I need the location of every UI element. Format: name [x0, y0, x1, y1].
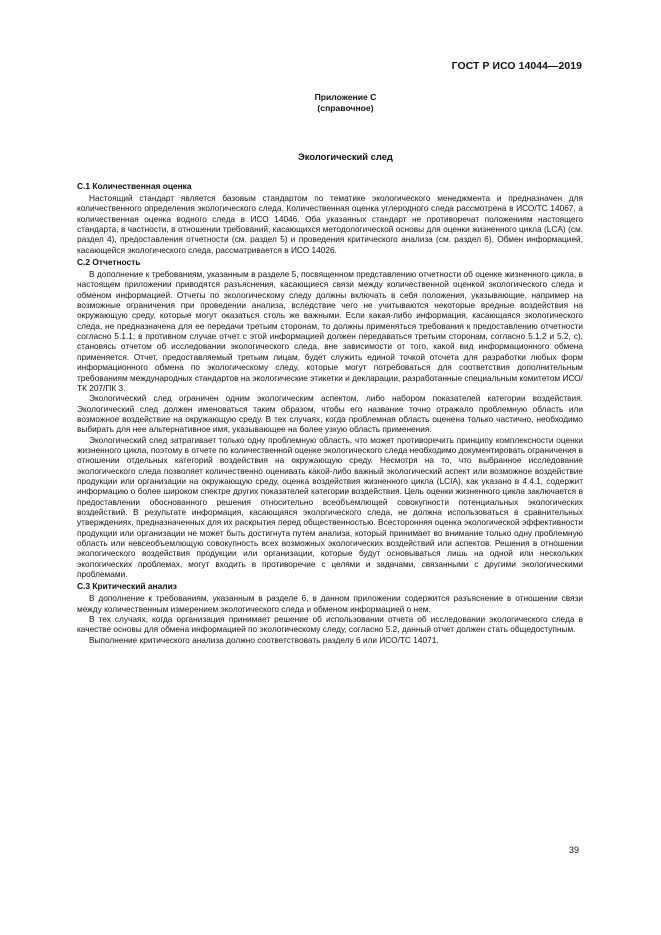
section-c3	[77, 581, 583, 645]
paragraph: Выполнение критического анализа должно соответствовать разделу 6 или ИСО/ТС 14071.	[89, 634, 439, 645]
annex-title: Экологический след	[298, 151, 393, 162]
paragraph: В дополнение к требованиям, указанным в разделе 5, посвященном представлению отчетности об оценке жизненного цикла, в настоящем приложении приводятся разъяснения, касающиеся связи между количественной оценкой экологического следа и обменом информацией. Отчеты по экологическому следу должны включать в себя положения, указывающие, например на возможные ограничения при проведении анализа, вследствие чего не учитываются некоторые вредные воздействия на окружающую среду, которые могут оказаться столь же важными. Если какая-либо информация, касающаяся экологического следа, не предназначена для ее передачи третьим сторонам, то должны применяться требования к предоставлению отчетности согласно 5.1.1; в противном случае отчет с этой информацией должен передаваться третьим сторонам, согласно 5.1.2 и 5.2, с), становясь отчетом об исследовании экологического следа, вне зависимости от того, какой вид информационного обмена применяется. Отчет, предоставляемый третьим лицам, будет служить единой точкой отсчета для разработки любых форм информационного обмена по экологическому следу, которые могут потребоваться для соответствия дополнительным требованиям международных стандартов на экологические этикетки и декларации, разработанные специальным комитетом ИСО/ТК 207/ПК 3.	[77, 269, 583, 393]
section-c1	[77, 181, 583, 255]
annex-status: (справочное)	[317, 103, 374, 113]
paragraph: Экологический след затрагивает только одну проблемную область, что может противоречить принципу комплексности оценки жизненного цикла, поэтому в отчете по количественной оценке экологического следа необходимо документировать ограничения в отношении отдельных категорий воздействия на окружающую среду. Несмотря на то, что выбранное исследование экологического следа позволяет количественно оценивать какой-либо важный экологический аспект или возможное воздействие продукции или организации на окружающую среду, оценка воздействия жизненного цикла (LCIA), как указано в 4.4.1, содержит информацию о более широком спектре других показателей категории воздействия. Цель оценки жизненного цикла заключается в предоставлении обоснованного решения относительно всеобъемлющей совокупности потенциальных экологических воздействий. В результате информация, касающаяся экологического следа, не должна использоваться в сравнительных утверждениях, предназначенных для их раскрытия перед общественностью. Всесторонняя оценка экологической эффективности продукции или организации не может быть достигнута путем анализа, который принимает во внимание только одну проблемную область или невсеобъемлющую совокупность всех возможных экологических воздействий или аспектов. Решения в отношении экологического воздействия продукции или организации, которые будут основываться лишь на одной или нескольких экологических проблемах, могут входить в противоречие с целями и задачами, связанными с другими экологическими проблемами.	[77, 434, 583, 580]
paragraph: В дополнение к требованиям, указанным в разделе 6, в данном приложении содержится разъяснение в отношении связи между количественным измерением экологического следа и обменом информацией о нем.	[77, 593, 583, 614]
page-number: 39	[568, 845, 579, 855]
standard-designation: ГОСТ Р ИСО 14044—2019	[451, 61, 582, 72]
paragraph: Экологический след ограничен одним экологическим аспектом, либо набором показателей категории воздействия. Экологический след должен именоваться таким образом, чтобы его название точно отражало проблемную область или возможное воздействие на окружающую среду. В тех случаях, когда проблемная область оценена только частично, необходимо выбирать для нее альтернативное имя, указывающее на более узкую область применения.	[77, 393, 583, 435]
section-heading: С.3 Критический анализ	[77, 581, 177, 592]
section-heading: С.1 Количественная оценка	[77, 181, 192, 191]
section-heading: С.2 Отчетность	[77, 257, 141, 268]
document-body	[77, 181, 583, 645]
section-c2	[77, 257, 583, 579]
annex-heading	[0, 92, 661, 114]
annex-label: Приложение С	[314, 92, 377, 102]
paragraph: Настоящий стандарт является базовым стандартом по тематике экологического менеджмента и предназначен для количественного определения экологического следа. Количественная оценка углеродного следа рассмотрена в ИСО/ТС 14067, а количественная оценка водного следа в ИСО 14046. Оба указанных стандарт не противоречат положениям настоящего стандарта, в частности, в отношении требований, касающихся методологической основы для оценки жизненного цикла (LCA) (см. раздел 4), предоставления отчетности (см. раздел 5) и проведения критического анализа (см. раздел 6). Обмен информацией, касающейся экологического следа, рассматривается в ИСО 14026.	[77, 193, 583, 255]
paragraph: В тех случаях, когда организация принимает решение об использовании отчета об исследовании экологического следа в качестве основы для обмена информацией по экологическому следу, согласно 5.2, данный отчет должен стать общедоступным.	[77, 614, 583, 635]
